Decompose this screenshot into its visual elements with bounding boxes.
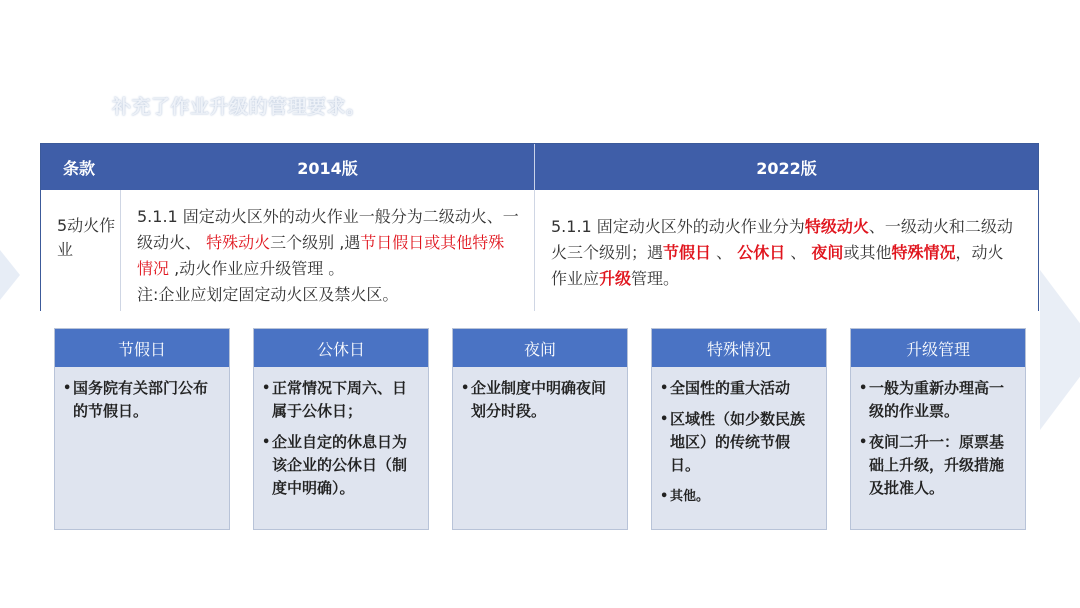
card-list (652, 367, 826, 508)
text-2022-part3: 、 (711, 243, 738, 262)
card-title: 夜间 (453, 329, 627, 367)
list-item: • 全国性的重大活动 (660, 377, 818, 400)
header-2014: 2014版 (121, 144, 535, 190)
highlight-2022-holiday: 节假日 (663, 243, 712, 262)
highlight-2022-special-fire: 特级动火 (804, 217, 869, 236)
card-list (453, 367, 627, 423)
list-item: • 夜间二升一：原票基础上升级，升级措施及批准人。 (859, 431, 1017, 500)
list-item: • 国务院有关部门公布的节假日。 (63, 377, 221, 423)
list-item: • 企业自定的休息日为该企业的公休日（制度中明确）。 (262, 431, 420, 500)
card-title: 公休日 (254, 329, 428, 367)
highlight-2022-night: 夜间 (811, 243, 844, 262)
list-item: • 区域性（如少数民族地区）的传统节假日。 (660, 408, 818, 477)
card-title: 升级管理 (851, 329, 1025, 367)
highlight-2022-special-case: 特殊情况 (891, 243, 956, 262)
text-2022-part6: ，动火作业应 (551, 243, 1004, 288)
highlight-2022-rest-day: 公休日 (737, 243, 786, 262)
text-2022-part1: 5.1.1 固定动火区外的动火作业分为 (551, 217, 805, 236)
decor-chevron-left (0, 200, 20, 350)
subtitle: 补充了作业升级的管理要求。 (112, 96, 366, 118)
card-list (55, 367, 229, 423)
card-special-case (651, 328, 827, 530)
text-2022-part4: 、 (785, 243, 812, 262)
list-item: • 一般为重新办理高一级的作业票。 (859, 377, 1017, 423)
table-header-row (41, 144, 1038, 190)
text-2022-part5: 或其他 (843, 243, 892, 262)
card-rest-day (253, 328, 429, 530)
highlight-2014-special-fire: 特殊动火 (206, 233, 271, 252)
card-title: 特殊情况 (652, 329, 826, 367)
card-title: 节假日 (55, 329, 229, 367)
header-2022: 2022版 (756, 158, 817, 178)
list-item: • 正常情况下周六、日属于公休日； (262, 377, 420, 423)
comparison-table (40, 143, 1039, 311)
card-holiday (54, 328, 230, 530)
text-2014-note: 注:企业应划定固定动火区及禁火区。 (137, 285, 399, 304)
text-2022-part2: 、一级动火和二级动火三个级别；遇 (551, 217, 1013, 262)
highlight-2022-upgrade: 升级 (599, 269, 632, 288)
highlight-2014-holidays: 节日假日或其他特殊情况 (137, 233, 505, 278)
card-list (254, 367, 428, 500)
header-clause: 条款 (63, 158, 96, 178)
list-item: • 其他。 (660, 485, 818, 508)
card-upgrade-management (850, 328, 1026, 530)
list-item: • 企业制度中明确夜间划分时段。 (461, 377, 619, 423)
clause-cell: 5动火作业 (41, 190, 121, 311)
text-2022-part7: 管理。 (631, 269, 680, 288)
text-2014-part1: 5.1.1 固定动火区外的动火作业一般分为二级动火、一级动火、 (137, 207, 519, 252)
card-night (452, 328, 628, 530)
cell-2014 (121, 190, 535, 311)
text-2014-part2: 三个级别 ,遇 (270, 233, 361, 252)
text-2014-part3: ,动火作业应升级管理 。 (169, 259, 345, 278)
card-list (851, 367, 1025, 500)
decor-chevron-right (1040, 270, 1080, 430)
table-row (41, 190, 1038, 311)
cell-2022 (535, 190, 1038, 311)
